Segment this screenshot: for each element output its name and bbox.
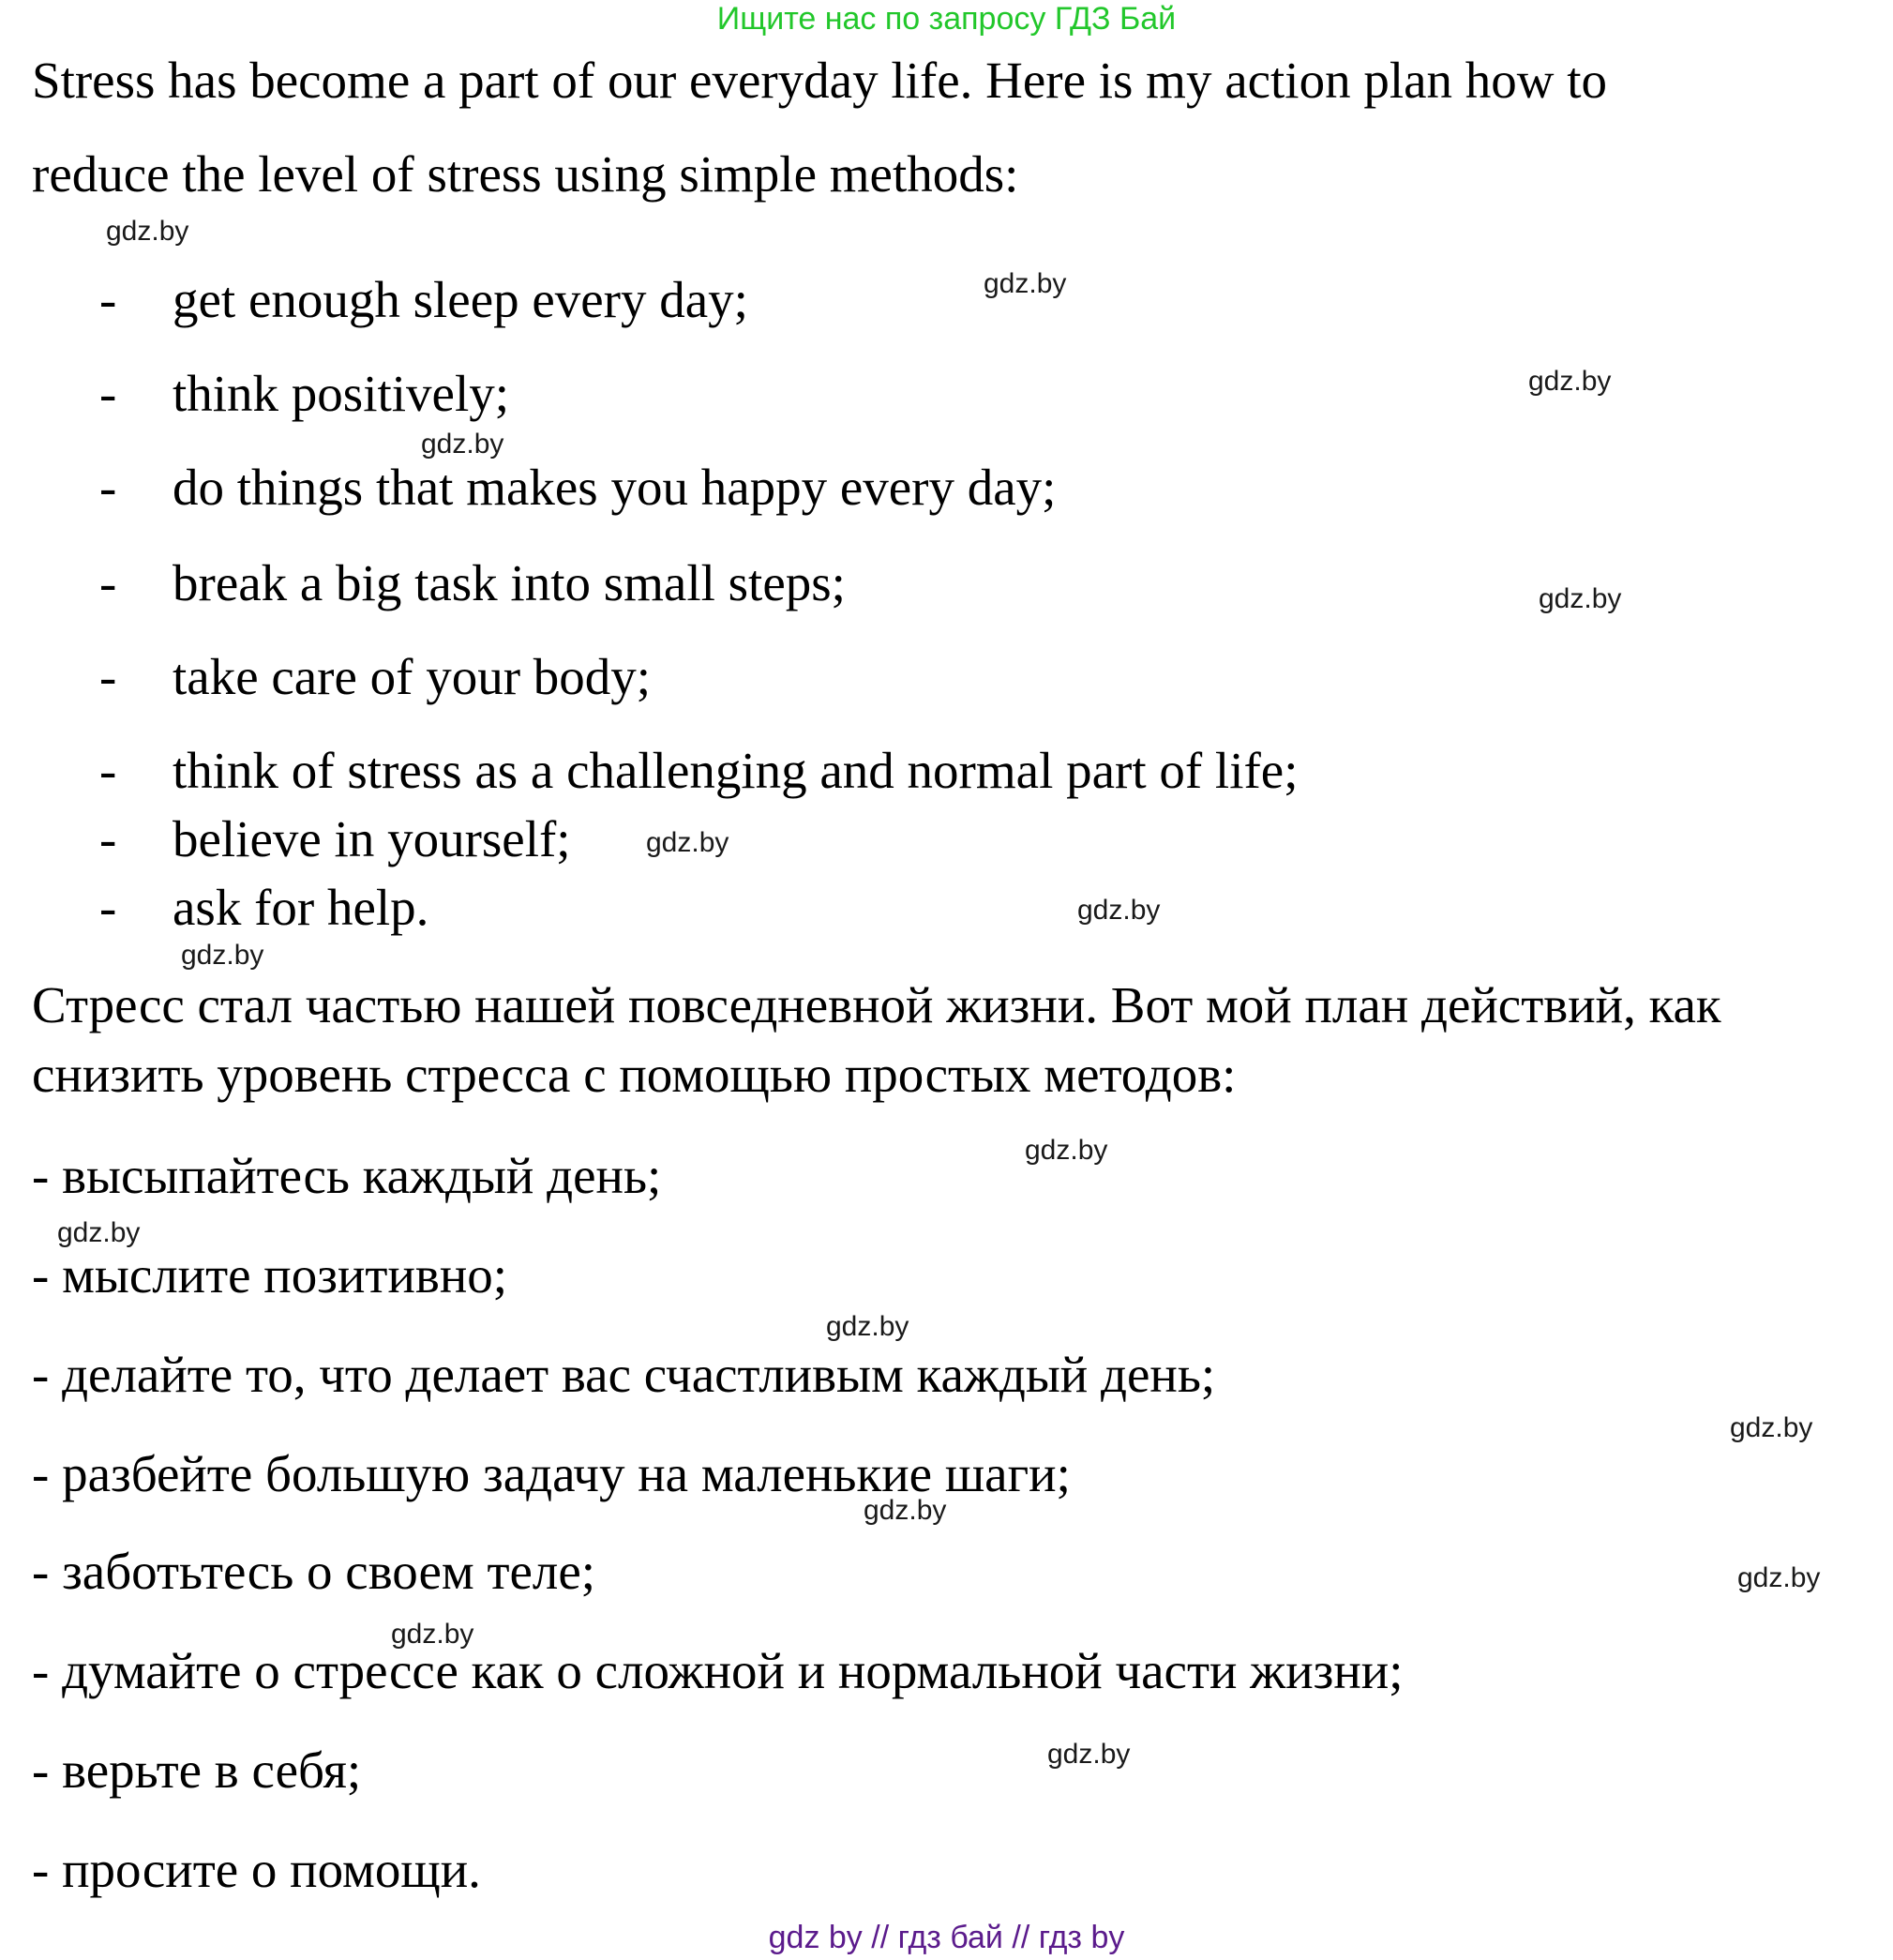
english-item-3: do things that makes you happy every day; — [173, 459, 1057, 516]
watermark-text: gdz.by — [646, 827, 729, 858]
english-intro-line-1: Stress has become a part of our everyday life. Here is my action plan how to — [32, 52, 1608, 109]
header-banner: Ищите нас по запросу ГДЗ Бай — [716, 1, 1177, 37]
bullet-dash: - — [99, 742, 117, 799]
footer-banner: gdz by // гдз бай // гдз by — [768, 1920, 1125, 1955]
russian-intro-line-2: снизить уровень стресса с помощью простых методов: — [32, 1046, 1237, 1103]
russian-item-1: - высыпайтесь каждый день; — [32, 1147, 662, 1204]
watermark-text: gdz.by — [1730, 1412, 1813, 1443]
english-item-1: get enough sleep every day; — [173, 271, 748, 328]
english-item-5: take care of your body; — [173, 648, 652, 705]
bullet-dash: - — [99, 879, 117, 936]
english-item-4: break a big task into small steps; — [173, 554, 846, 611]
russian-item-4: - разбейте большую задачу на маленькие шаги; — [32, 1445, 1071, 1502]
russian-item-5: - заботьтесь о своем теле; — [32, 1543, 596, 1600]
watermark-text: gdz.by — [864, 1495, 947, 1526]
watermark-text: gdz.by — [181, 940, 264, 971]
bullet-dash: - — [99, 365, 117, 422]
bullet-dash: - — [99, 810, 117, 867]
watermark-text: gdz.by — [1025, 1135, 1108, 1166]
russian-item-3: - делайте то, что делает вас счастливым каждый день; — [32, 1346, 1216, 1403]
english-item-8: ask for help. — [173, 879, 429, 936]
watermark-text: gdz.by — [1047, 1739, 1131, 1770]
watermark-text: gdz.by — [826, 1311, 909, 1342]
russian-intro-line-1: Стресс стал частью нашей повседневной жизни. Вот мой план действий, как — [32, 976, 1721, 1033]
watermark-text: gdz.by — [57, 1217, 141, 1248]
watermark-text: gdz.by — [106, 216, 189, 247]
watermark-text: gdz.by — [1539, 583, 1622, 614]
watermark-text: gdz.by — [1528, 366, 1612, 397]
watermark-text: gdz.by — [421, 429, 504, 460]
english-item-2: think positively; — [173, 365, 510, 422]
watermark-text: gdz.by — [1077, 895, 1161, 926]
russian-item-2: - мыслите позитивно; — [32, 1246, 508, 1304]
bullet-dash: - — [99, 271, 117, 328]
watermark-text: gdz.by — [391, 1619, 474, 1650]
english-intro-line-2: reduce the level of stress using simple methods: — [32, 145, 1019, 203]
bullet-dash: - — [99, 554, 117, 611]
russian-item-8: - просите о помощи. — [32, 1841, 481, 1898]
english-item-7: believe in yourself; — [173, 810, 571, 867]
watermark-text: gdz.by — [984, 268, 1067, 299]
russian-item-7: - верьте в себя; — [32, 1741, 362, 1799]
english-item-6: think of stress as a challenging and normal part of life; — [173, 742, 1299, 799]
russian-item-6: - думайте о стрессе как о сложной и нормальной части жизни; — [32, 1642, 1404, 1699]
watermark-text: gdz.by — [1737, 1562, 1821, 1593]
bullet-dash: - — [99, 648, 117, 705]
bullet-dash: - — [99, 459, 117, 516]
